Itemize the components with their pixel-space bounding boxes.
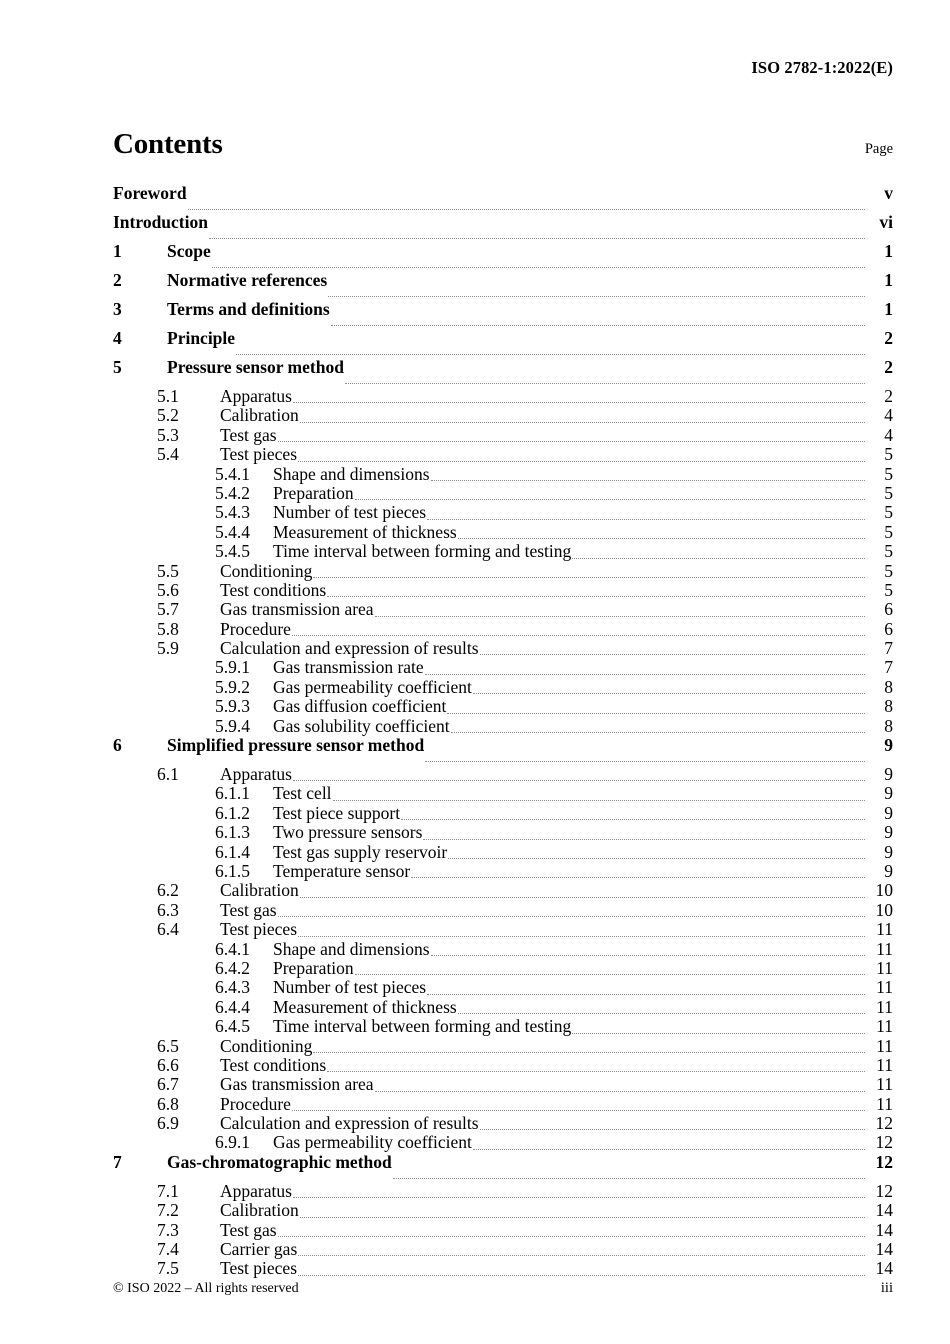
toc-entry-number: 6.4.3 <box>215 977 250 998</box>
toc-entry[interactable] <box>113 1260 893 1279</box>
toc-dot-leader <box>188 208 865 210</box>
toc-entry[interactable] <box>113 1018 893 1037</box>
toc-entry-page-number: 2 <box>884 328 893 348</box>
toc-entry-title: Preparation <box>273 482 354 503</box>
toc-entry-number: 7.1 <box>157 1180 179 1201</box>
toc-entry-number: 6 <box>113 735 122 756</box>
toc-dot-leader <box>411 876 865 878</box>
toc-entry-title: Apparatus <box>220 386 292 406</box>
toc-dot-leader <box>327 595 865 597</box>
toc-entry[interactable] <box>113 1151 893 1183</box>
toc-dot-leader <box>355 498 865 500</box>
toc-entry-number: 6.1.1 <box>215 783 250 804</box>
toc-entry-number: 5.9.1 <box>215 657 250 678</box>
toc-dot-leader <box>375 1090 865 1092</box>
toc-entry-title: Calibration <box>220 880 299 901</box>
toc-entry-number: 5.3 <box>157 424 179 445</box>
toc-entry-number: 7.4 <box>157 1239 179 1260</box>
toc-entry[interactable] <box>113 301 893 330</box>
toc-entry-title: Apparatus <box>220 1180 292 1201</box>
toc-entry-number: 6.9 <box>157 1113 179 1134</box>
toc-entry-title: Gas transmission area <box>220 1074 374 1095</box>
toc-entry[interactable] <box>113 737 893 766</box>
toc-entry-page-number: 12 <box>875 1151 893 1172</box>
toc-dot-leader <box>278 915 865 917</box>
toc-entry-number: 7.5 <box>157 1258 179 1279</box>
toc-dot-leader <box>293 1196 865 1198</box>
table-of-contents <box>113 185 893 1280</box>
toc-entry-number: 5.8 <box>157 618 179 639</box>
toc-entry-page-number: 9 <box>884 802 893 823</box>
toc-dot-leader <box>345 382 865 384</box>
toc-entry-title: Terms and definitions <box>167 299 330 319</box>
toc-entry-title: Test gas supply reservoir <box>273 841 448 862</box>
toc-dot-leader <box>473 1148 865 1150</box>
toc-dot-leader <box>313 1051 865 1053</box>
toc-entry-title: Gas-chromatographic method <box>167 1151 392 1172</box>
toc-entry-page-number: 12 <box>875 1113 893 1134</box>
toc-entry-title: Carrier gas <box>220 1239 298 1260</box>
toc-entry-page-number: 11 <box>876 977 893 998</box>
toc-dot-leader <box>480 1128 865 1130</box>
toc-entry-title: Gas transmission area <box>220 599 374 620</box>
toc-entry[interactable] <box>113 243 893 272</box>
toc-entry[interactable] <box>113 214 893 243</box>
toc-dot-leader <box>375 615 865 617</box>
toc-entry-title: Two pressure sensors <box>273 822 423 843</box>
toc-entry-title: Conditioning <box>220 560 313 581</box>
toc-entry-page-number: 5 <box>884 482 893 503</box>
toc-entry-number: 6.4.5 <box>215 1016 250 1037</box>
toc-entry-title: Measurement of thickness <box>273 996 457 1017</box>
toc-dot-leader <box>431 954 865 956</box>
toc-entry-title: Test cell <box>273 783 332 804</box>
toc-entry-number: 6.8 <box>157 1093 179 1114</box>
toc-dot-leader <box>425 673 865 675</box>
toc-entry-number: 5.4.5 <box>215 541 250 562</box>
toc-dot-leader <box>300 896 865 898</box>
toc-entry[interactable] <box>113 659 893 678</box>
toc-entry-title: Foreword <box>113 183 187 203</box>
toc-entry-number: 5.1 <box>157 386 179 406</box>
toc-entry-page-number: 6 <box>884 599 893 620</box>
toc-entry-page-number: 8 <box>884 715 893 736</box>
toc-entry-title: Shape and dimensions <box>273 938 430 959</box>
toc-entry-number: 5.9 <box>157 638 179 659</box>
toc-entry-page-number: 9 <box>884 841 893 862</box>
toc-entry-page-number: 2 <box>884 386 893 406</box>
toc-dot-leader <box>327 1070 865 1072</box>
toc-entry[interactable] <box>113 446 893 465</box>
toc-dot-leader <box>447 712 865 714</box>
toc-entry-page-number: 8 <box>884 676 893 697</box>
toc-entry-page-number: 14 <box>875 1219 893 1240</box>
toc-entry-page-number: 9 <box>884 822 893 843</box>
toc-dot-leader <box>298 460 865 462</box>
toc-entry-number: 6.1.2 <box>215 802 250 823</box>
toc-entry-title: Preparation <box>273 957 354 978</box>
toc-entry-number: 5.4.4 <box>215 521 250 542</box>
toc-entry-number: 2 <box>113 270 122 290</box>
toc-dot-leader <box>298 935 865 937</box>
toc-dot-leader <box>393 1177 865 1179</box>
toc-entry-title: Procedure <box>220 1093 291 1114</box>
toc-entry-number: 6.1.4 <box>215 841 250 862</box>
toc-dot-leader <box>331 324 865 326</box>
toc-entry-page-number: 11 <box>876 996 893 1017</box>
toc-entry-title: Calculation and expression of results <box>220 638 479 659</box>
toc-entry-number: 6.2 <box>157 880 179 901</box>
toc-dot-leader <box>292 634 865 636</box>
toc-entry-number: 6.1.5 <box>215 860 250 881</box>
toc-entry-page-number: 9 <box>884 764 893 785</box>
toc-entry-number: 6.4.4 <box>215 996 250 1017</box>
toc-entry-title: Simplified pressure sensor method <box>167 735 425 756</box>
toc-entry-number: 6.4.2 <box>215 957 250 978</box>
toc-entry[interactable] <box>113 1035 893 1057</box>
toc-entry-number: 6.4.1 <box>215 938 250 959</box>
toc-dot-leader <box>293 401 865 403</box>
toc-entry[interactable] <box>113 185 893 214</box>
toc-entry[interactable] <box>113 921 893 940</box>
toc-entry-title: Normative references <box>167 270 328 290</box>
toc-dot-leader <box>212 266 865 268</box>
toc-entry-page-number: 14 <box>875 1239 893 1260</box>
toc-entry-page-number: 9 <box>884 783 893 804</box>
toc-entry-title: Time interval between forming and testing <box>273 541 572 562</box>
toc-dot-leader <box>480 653 865 655</box>
toc-entry-title: Gas permeability coefficient <box>273 1132 472 1153</box>
toc-dot-leader <box>298 1254 865 1256</box>
toc-entry-page-number: 11 <box>876 957 893 978</box>
toc-entry-number: 4 <box>113 328 122 348</box>
toc-entry-number: 3 <box>113 299 122 319</box>
toc-entry-page-number: 12 <box>875 1132 893 1153</box>
toc-entry-title: Test conditions <box>220 579 327 600</box>
toc-entry-title: Gas solubility coefficient <box>273 715 450 736</box>
toc-dot-leader <box>355 973 865 975</box>
toc-dot-leader <box>313 576 865 578</box>
toc-entry-title: Measurement of thickness <box>273 521 457 542</box>
toc-entry[interactable] <box>113 785 893 804</box>
toc-dot-leader <box>572 1032 865 1034</box>
toc-entry-title: Gas permeability coefficient <box>273 676 472 697</box>
toc-entry-page-number: 9 <box>884 735 893 756</box>
toc-entry-page-number: 7 <box>884 657 893 678</box>
toc-entry-number: 6.6 <box>157 1054 179 1075</box>
toc-entry-number: 6.3 <box>157 899 179 920</box>
toc-dot-leader <box>333 799 865 801</box>
toc-dot-leader <box>427 518 865 520</box>
toc-entry-title: Gas diffusion coefficient <box>273 696 447 717</box>
toc-entry-number: 6.4 <box>157 919 179 940</box>
toc-entry[interactable] <box>113 601 893 620</box>
toc-entry[interactable] <box>113 1076 893 1095</box>
toc-entry-number: 6.5 <box>157 1035 179 1056</box>
toc-dot-leader <box>328 295 865 297</box>
toc-entry-number: 5.4.2 <box>215 482 250 503</box>
toc-entry-page-number: 1 <box>884 241 893 261</box>
toc-entry-page-number: 11 <box>876 1016 893 1037</box>
toc-entry[interactable] <box>113 698 893 717</box>
toc-entry-number: 5.9.2 <box>215 676 250 697</box>
toc-entry-page-number: 5 <box>884 560 893 581</box>
toc-dot-leader <box>278 440 865 442</box>
toc-dot-leader <box>401 818 865 820</box>
page-column-header: Page <box>864 141 893 157</box>
toc-entry-number: 5.4.1 <box>215 463 250 484</box>
toc-entry-title: Test pieces <box>220 1258 298 1279</box>
toc-dot-leader <box>431 479 865 481</box>
toc-entry-page-number: vi <box>879 212 893 232</box>
toc-dot-leader <box>300 421 865 423</box>
toc-entry-page-number: 5 <box>884 444 893 465</box>
toc-entry-title: Principle <box>167 328 236 348</box>
toc-entry-page-number: 5 <box>884 579 893 600</box>
toc-entry-page-number: 14 <box>875 1258 893 1279</box>
toc-entry-title: Test pieces <box>220 919 298 940</box>
toc-entry-page-number: v <box>884 183 893 203</box>
toc-entry-title: Shape and dimensions <box>273 463 430 484</box>
toc-entry-page-number: 9 <box>884 860 893 881</box>
toc-entry-title: Test gas <box>220 899 277 920</box>
toc-entry-page-number: 4 <box>884 405 893 426</box>
page-title: Contents <box>113 128 223 160</box>
toc-entry-number: 1 <box>113 241 122 261</box>
toc-dot-leader <box>458 1012 865 1014</box>
toc-entry-page-number: 8 <box>884 696 893 717</box>
toc-dot-leader <box>278 1235 865 1237</box>
toc-entry-title: Gas transmission rate <box>273 657 424 678</box>
toc-entry-page-number: 11 <box>876 1035 893 1056</box>
toc-dot-leader <box>458 537 865 539</box>
toc-dot-leader <box>300 1216 865 1218</box>
toc-entry-page-number: 10 <box>875 880 893 901</box>
toc-entry[interactable] <box>113 359 893 388</box>
toc-dot-leader <box>292 1109 865 1111</box>
toc-entry-title: Calculation and expression of results <box>220 1113 479 1134</box>
toc-entry-number: 5.4 <box>157 444 179 465</box>
toc-entry[interactable] <box>113 979 893 998</box>
toc-dot-leader <box>423 838 865 840</box>
toc-entry-title: Calibration <box>220 405 299 426</box>
toc-entry-number: 6.1 <box>157 764 179 785</box>
toc-entry-title: Number of test pieces <box>273 977 427 998</box>
toc-entry-page-number: 11 <box>876 1074 893 1095</box>
document-standard-reference: ISO 2782-1:2022(E) <box>751 58 893 77</box>
toc-entry[interactable] <box>113 1134 893 1153</box>
toc-entry-title: Pressure sensor method <box>167 357 344 377</box>
toc-entry-title: Test gas <box>220 1219 277 1240</box>
toc-entry-number: 5.9.3 <box>215 696 250 717</box>
toc-entry-number: 6.1.3 <box>215 822 250 843</box>
toc-entry[interactable] <box>113 882 893 901</box>
toc-entry-title: Test pieces <box>220 444 298 465</box>
toc-dot-leader <box>298 1274 865 1276</box>
toc-dot-leader <box>572 557 865 559</box>
toc-entry-number: 6.9.1 <box>215 1132 250 1153</box>
toc-entry-page-number: 11 <box>876 938 893 959</box>
toc-dot-leader <box>448 857 865 859</box>
toc-entry-title: Apparatus <box>220 764 292 785</box>
toc-dot-leader <box>451 731 865 733</box>
toc-entry[interactable] <box>113 560 893 582</box>
toc-entry-title: Procedure <box>220 618 291 639</box>
toc-entry-page-number: 7 <box>884 638 893 659</box>
toc-entry[interactable] <box>113 824 893 843</box>
toc-entry-page-number: 11 <box>876 1093 893 1114</box>
toc-entry-number: 5 <box>113 357 122 377</box>
toc-entry-number: 5.7 <box>157 599 179 620</box>
toc-entry[interactable] <box>113 543 893 562</box>
toc-entry-title: Test gas <box>220 424 277 445</box>
toc-entry-number: 5.5 <box>157 560 179 581</box>
toc-entry-number: 5.2 <box>157 405 179 426</box>
toc-entry-number: 5.6 <box>157 579 179 600</box>
toc-entry-page-number: 2 <box>884 357 893 377</box>
toc-entry-number: 6.7 <box>157 1074 179 1095</box>
toc-entry-page-number: 6 <box>884 618 893 639</box>
toc-entry-title: Conditioning <box>220 1035 313 1056</box>
toc-entry-page-number: 1 <box>884 299 893 319</box>
toc-entry-page-number: 5 <box>884 463 893 484</box>
toc-entry-page-number: 5 <box>884 521 893 542</box>
toc-entry-title: Introduction <box>113 212 208 232</box>
toc-entry-number: 5.4.3 <box>215 502 250 523</box>
toc-dot-leader <box>209 237 865 239</box>
toc-entry-page-number: 12 <box>875 1180 893 1201</box>
toc-entry-title: Scope <box>167 241 211 261</box>
toc-entry-page-number: 4 <box>884 424 893 445</box>
toc-entry-title: Calibration <box>220 1200 299 1221</box>
toc-entry-number: 7.2 <box>157 1200 179 1221</box>
toc-entry-number: 7 <box>113 1151 122 1172</box>
toc-dot-leader <box>473 692 865 694</box>
footer-copyright: © ISO 2022 – All rights reserved <box>113 1281 299 1296</box>
toc-entry-page-number: 11 <box>876 919 893 940</box>
toc-dot-leader <box>427 993 865 995</box>
toc-entry-number: 7.3 <box>157 1219 179 1240</box>
toc-entry-title: Temperature sensor <box>273 860 411 881</box>
toc-entry-page-number: 10 <box>875 899 893 920</box>
toc-entry-title: Number of test pieces <box>273 502 427 523</box>
toc-entry-page-number: 1 <box>884 270 893 290</box>
toc-entry-page-number: 14 <box>875 1200 893 1221</box>
toc-entry[interactable] <box>113 504 893 523</box>
toc-entry-title: Test piece support <box>273 802 401 823</box>
toc-entry-title: Time interval between forming and testing <box>273 1016 572 1037</box>
toc-entry-number: 5.9.4 <box>215 715 250 736</box>
toc-entry-page-number: 11 <box>876 1054 893 1075</box>
toc-dot-leader <box>236 353 865 355</box>
toc-entry-page-number: 5 <box>884 541 893 562</box>
toc-entry[interactable] <box>113 407 893 426</box>
toc-dot-leader <box>425 760 865 762</box>
toc-dot-leader <box>293 779 865 781</box>
toc-entry[interactable] <box>113 272 893 301</box>
toc-entry-title: Test conditions <box>220 1054 327 1075</box>
toc-entry[interactable] <box>113 330 893 359</box>
toc-entry[interactable] <box>113 1202 893 1221</box>
toc-entry-page-number: 5 <box>884 502 893 523</box>
footer-page-number: iii <box>880 1280 893 1296</box>
